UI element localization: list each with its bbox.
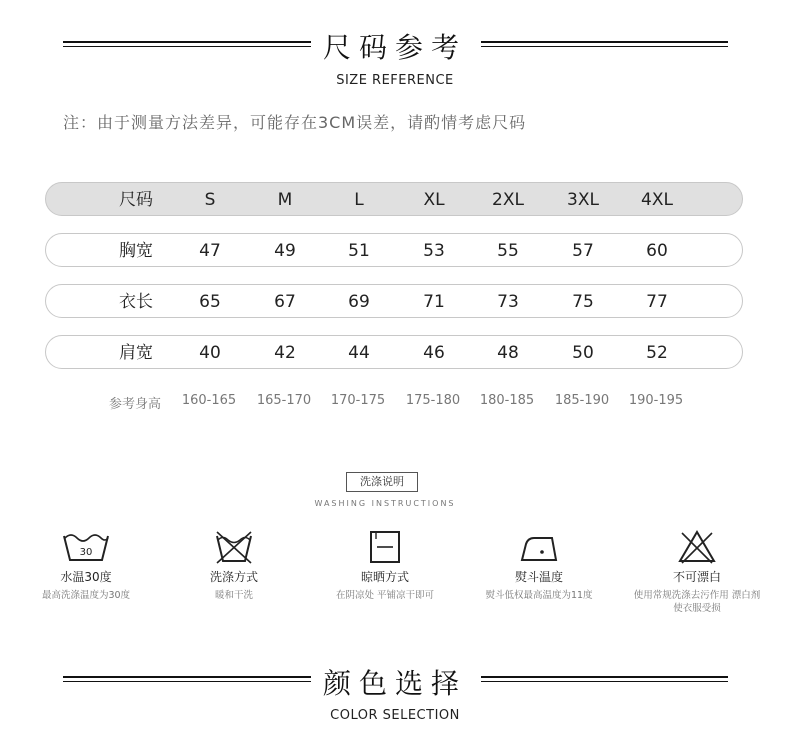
washing-subtitle: WASHING INSTRUCTIONS [314, 499, 456, 508]
height-range: 185-190 [554, 393, 610, 408]
color-section-title: 颜色选择 [322, 667, 467, 700]
washing-badge: 洗涤说明 [346, 472, 418, 492]
table-cell: 69 [348, 292, 370, 312]
table-cell: 49 [274, 241, 296, 261]
color-section-subtitle: COLOR SELECTION [330, 708, 460, 723]
row-label: 肩宽 [119, 343, 153, 363]
size-section-title: 尺码参考 [322, 31, 467, 64]
table-cell: 60 [646, 241, 668, 261]
table-cell: 67 [274, 292, 296, 312]
wash-temp-number: 30 [79, 547, 93, 558]
table-cell: M [277, 190, 293, 210]
care-title: 晾晒方式 [360, 570, 409, 584]
table-cell: L [354, 190, 364, 210]
table-cell: XL [423, 190, 445, 210]
table-cell: 44 [348, 343, 370, 363]
flat-dry-icon [368, 530, 402, 564]
table-cell: 48 [497, 343, 519, 363]
care-desc: 在阴凉处 平铺凉干即可 [335, 590, 435, 601]
table-cell: S [204, 190, 216, 210]
height-label: 参考身高 [108, 397, 161, 412]
care-desc: 暖和干洗 [214, 590, 253, 601]
table-cell: 46 [423, 343, 445, 363]
care-title: 不可漂白 [672, 570, 721, 584]
table-cell: 75 [572, 292, 594, 312]
care-item-iron [464, 530, 614, 602]
height-range: 190-195 [628, 393, 684, 408]
wash-30-icon [60, 530, 112, 564]
height-range: 160-165 [181, 393, 237, 408]
care-desc: 使用常规洗涤去污作用 漂白剂使衣服受损 [633, 590, 761, 614]
table-cell: 77 [646, 292, 668, 312]
row-label: 衣长 [119, 292, 153, 312]
table-row [45, 233, 743, 267]
table-cell: 53 [423, 241, 445, 261]
care-item-wash-method [159, 530, 309, 602]
care-title: 洗涤方式 [209, 570, 258, 584]
row-label: 胸宽 [119, 241, 153, 261]
table-header-row [45, 182, 743, 216]
table-row [45, 335, 743, 369]
table-cell: 50 [572, 343, 594, 363]
care-item-wash-temp [11, 530, 161, 602]
iron-low-icon [518, 530, 560, 564]
care-item-bleach [622, 530, 772, 615]
table-cell: 65 [199, 292, 221, 312]
table-cell: 55 [497, 241, 519, 261]
row-label: 尺码 [119, 190, 153, 210]
no-wash-icon [214, 530, 254, 564]
table-row [45, 284, 743, 318]
table-cell: 40 [199, 343, 221, 363]
care-desc: 最高洗涤温度为30度 [41, 590, 131, 601]
table-cell: 42 [274, 343, 296, 363]
table-cell: 71 [423, 292, 445, 312]
table-cell: 3XL [567, 190, 599, 210]
care-title: 熨斗温度 [514, 570, 563, 584]
table-cell: 47 [199, 241, 221, 261]
table-cell: 2XL [492, 190, 524, 210]
height-range: 170-175 [330, 393, 386, 408]
height-range: 165-170 [256, 393, 312, 408]
care-title: 水温30度 [60, 570, 112, 584]
care-item-dry-method [310, 530, 460, 602]
height-range: 180-185 [479, 393, 535, 408]
size-section-subtitle: SIZE REFERENCE [336, 73, 454, 88]
table-cell: 4XL [641, 190, 673, 210]
care-desc: 熨斗低权最高温度为11度 [485, 590, 593, 601]
table-cell: 73 [497, 292, 519, 312]
table-cell: 57 [572, 241, 594, 261]
table-cell: 52 [646, 343, 668, 363]
table-cell: 51 [348, 241, 370, 261]
height-range: 175-180 [405, 393, 461, 408]
size-note: 注：由于测量方法差异，可能存在3CM误差，请酌情考虑尺码 [63, 113, 527, 132]
no-bleach-icon [677, 530, 717, 564]
